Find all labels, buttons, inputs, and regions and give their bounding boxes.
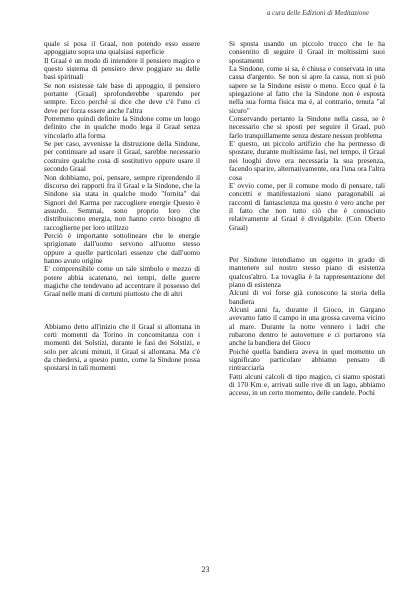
paragraph: Per Sindone intendiamo un oggetto in grado di mantenere sul nostro stesso piano di esistenza qualcos'altro. La tovaglia è la rappresentazione del piano di esistenza [229,254,385,289]
section-gap [44,299,200,323]
paragraph: E' ovvio come, per il comune modo di pensare, tali concetti e manifestazioni siano paragonabili ai racconti di fantascienza ma questo è vero anche per il fatto che non tutto ciò che è conosciuto relativamente al Graal è divulgabile. (Con Oberto Graal) [229,180,385,232]
page-number: 23 [201,565,210,574]
paragraph: Se per caso, avvenisse la distruzione della Sindone, per continuare ad usare il Graal, sarebbe necessario costruire qualche cosa di sostitutivo oppure usare il secondo Graal [44,139,200,174]
paragraph: E' comprensibile come un tale simbolo e mezzo di potere abbia scatenato, nei tempi, delle guerre magiche che tendevano ad accentrare il possesso del Graal nelle mani di certuni piuttosto che di altri [44,264,200,299]
paragraph: E' questo, un piccolo artifizio che ha permesso di spostare, durante moltissime fasi, nel tempo, il Graal nei luoghi dove era necessaria la sua presenza, facendo sparire, alternativamente, ora l'una ora l'altra cosa [229,139,385,182]
paragraph: Non dobbiamo, poi, pensare, sempre riprendendo il discorso dei rapporti fra il Graal e la Sindone, che la Sindone sia stata in qualche modo "fornita" dai Signori del Karma per raccogliere energie Questo è assurdo. Semmai, sono proprio loro che distribuiscono energia, non hanno certo bisogno di raccoglierne per loro utilizzo [44,172,200,232]
paragraph: Il Graal è un modo di intendere il pensiero magico e questo sistema di pensiero deve poggiare su delle basi spirituali [44,55,200,82]
left-column [44,40,200,373]
paragraph: quale si posa il Graal, non potendo esso essere appoggiato sopra una qualsiasi superficie [44,39,200,57]
paragraph: Alcuni anni fa, durante il Gioco, in Gargano avevamo fatto il campo in una grossa caverna vicino al mare. Durante la notte vennero i ladri che rubarono dentro le autovetture e ci portarono via anche la bandiera del Gioco [229,304,385,348]
paragraph: Poiché quella bandiera aveva in quel momento un significato particolare abbiamo pensato di rintracciarla [229,346,385,373]
paragraph: Si sposta usando un piccolo trucco che le ha consentito di seguire il Graal in moltissimi suoi spostamenti [229,39,385,65]
paragraph: Se non esistesse tale base di appoggio, il pensiero portante (Graal) sprofonderebbe sparendo per sempre. Ecco perché si dice che deve c'è l'uno ci deve per forza essere anche l'altra [44,80,200,115]
paragraph: La Sindone, come si sa, è chiusa e conservata in una cassa d'argento. Se non si apre la cassa, non si può sapere se la Sindone esiste o meno. Ecco qual è la spiegazione al fatto che la Sindone non è esposta nella sua forma fisica ma è, al contrario, tenuta "al sicuro" [229,64,385,115]
paragraph: Conservando pertanto la Sindone nella cassa, se è necessario che si sposti per seguire il Graal, può farlo tranquillamente senza destare nessun problema [229,114,385,140]
paragraph: Potremmo quindi definire la Sindone come un luogo definito che in qualche modo lega il Graal senza vincolarlo alla forma [44,114,200,140]
paragraph: Abbiamo detto all'inizio che il Graal si allontana in certi momenti da Torino in concomitanza con i momenti dei Solstizi, durante le fasi dei Solstizi, e solo per alcuni minuti, il Graal si allontana. Ma c'è da chiedersi, a questo punto, come la Sindone possa spostarsi in tali momenti [44,321,200,373]
paragraph: Perciò è importante sottolineare che le energie sprigionate dall'uomo servono all'uomo stesso oppure a quelle particolari essenze che dall'uomo hanno avuto origine [44,230,200,265]
right-column [229,40,385,398]
paragraph: Alcuni di voi forse già conoscono la storia della bandiera [229,288,385,306]
section-gap [229,232,385,256]
paragraph: Fatti alcuni calcoli di tipo magico, ci siamo spostati di 170 Km e, arrivati sulle rive di un lago, abbiamo acceso, in un certo momento, delle candele. Pochi [229,371,385,398]
running-header: a cura delle Edizioni di Meditazione [266,9,369,17]
